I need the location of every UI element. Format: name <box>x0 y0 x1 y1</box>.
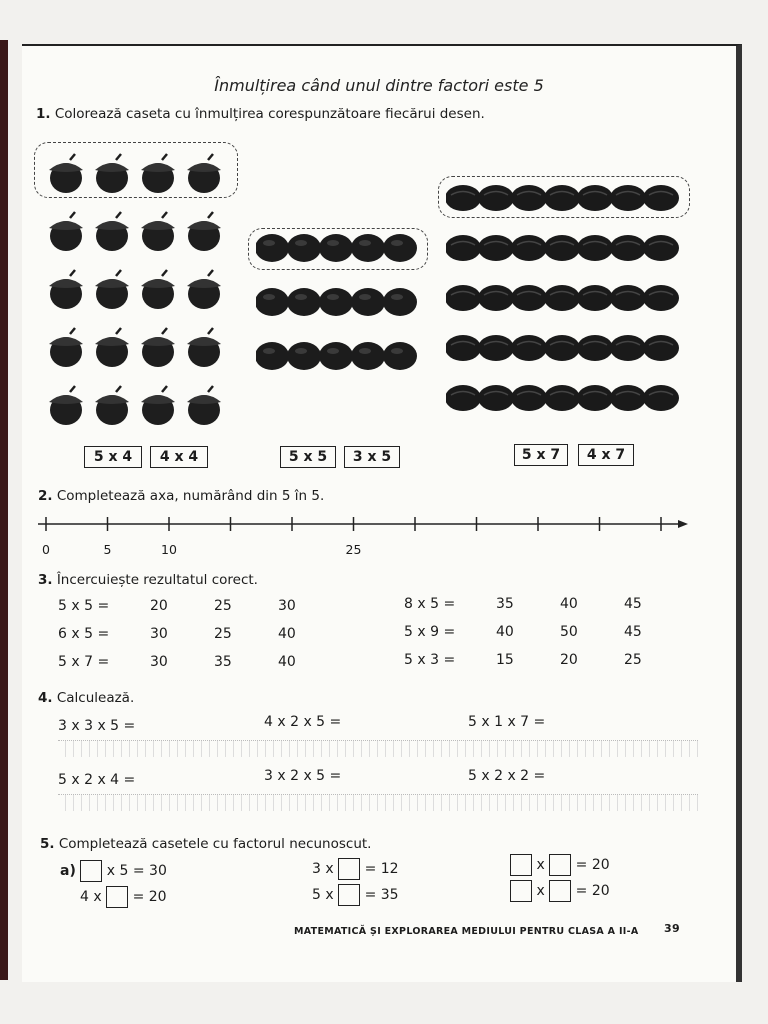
exercise-4-instruction <box>38 690 134 706</box>
ex3-right-row <box>404 652 678 668</box>
nut-icon <box>351 288 385 316</box>
page-number: 39 <box>664 922 680 935</box>
seed-icon <box>511 385 547 411</box>
seed-icon <box>610 285 646 311</box>
ex3-answer-option[interactable]: 30 <box>150 626 168 642</box>
ex5-item-c1 <box>510 854 610 876</box>
nut-icon <box>287 288 321 316</box>
ex4-answer-line-2[interactable] <box>58 794 698 811</box>
ex5-c2-post: = 20 <box>575 883 610 899</box>
nut-icon <box>351 234 385 262</box>
exercise-1-instruction <box>36 106 485 122</box>
ex3-answer-option[interactable]: 35 <box>496 596 514 612</box>
ex3-answer-option[interactable]: 40 <box>278 654 296 670</box>
ex3-expression: 6 x 5 = <box>58 626 110 642</box>
footer-book-title: MATEMATICĂ ȘI EXPLORAREA MEDIULUI PENTRU CLASA A II-A <box>294 926 639 937</box>
seed-icon <box>478 185 514 211</box>
seed-icon <box>446 335 481 361</box>
exercise-1-text: Colorează caseta cu înmulțirea corespunzătoare fiecărui desen. <box>54 106 485 122</box>
seed-icon <box>446 385 481 411</box>
ex3-answer-option[interactable]: 30 <box>278 598 296 614</box>
group-3-seed-grid <box>446 180 690 420</box>
seed-icon <box>511 285 547 311</box>
ex4-row2-expr1: 5 x 2 x 4 = <box>58 772 136 788</box>
exercise-3-text: Încercuiește rezultatul corect. <box>56 572 258 588</box>
exercise-5-instruction <box>40 836 371 852</box>
seed-icon <box>610 185 646 211</box>
ex5-b1-blank[interactable] <box>338 858 360 880</box>
seed-icon <box>544 235 580 261</box>
seed-icon <box>478 385 514 411</box>
number-line-labels <box>32 542 692 560</box>
exercise-2-text: Completează axa, numărând din 5 în 5. <box>56 488 325 504</box>
ex5-item-b1 <box>312 858 399 880</box>
acorn-icon <box>95 270 129 309</box>
ex5-c1-post: = 20 <box>575 857 610 873</box>
ex3-answer-option[interactable]: 15 <box>496 652 514 668</box>
acorn-icon <box>141 212 175 251</box>
number-line-label: 0 <box>42 542 50 557</box>
seed-icon <box>577 285 613 311</box>
ex3-answer-option[interactable]: 20 <box>560 652 578 668</box>
ex5-a1-blank[interactable] <box>80 860 102 882</box>
acorn-icon <box>95 212 129 251</box>
seed-icon <box>478 235 514 261</box>
nut-icon <box>319 288 353 316</box>
ex5-c2-mid: x <box>536 883 545 899</box>
nut-icon <box>319 234 353 262</box>
ex4-row1-expr1: 3 x 3 x 5 = <box>58 718 136 734</box>
ex5-item-c2 <box>510 880 610 902</box>
ex3-expression: 5 x 9 = <box>404 624 456 640</box>
seed-icon <box>577 185 613 211</box>
ex3-answer-option[interactable]: 40 <box>278 626 296 642</box>
seed-icon <box>511 185 547 211</box>
seed-icon <box>478 285 514 311</box>
ex5-item-a1 <box>60 860 167 882</box>
group-3-option-1[interactable]: 5 x 7 <box>514 444 568 466</box>
seed-icon <box>610 235 646 261</box>
exercise-3-number: 3. <box>38 572 53 588</box>
acorn-icon <box>49 212 83 251</box>
ex5-a2-pre: 4 x <box>80 889 102 905</box>
ex5-item-a2 <box>80 886 167 908</box>
number-line-label: 5 <box>103 542 112 557</box>
seed-icon <box>544 285 580 311</box>
seed-icon <box>643 235 679 261</box>
ex5-b1-post: = 12 <box>364 861 399 877</box>
ex3-answer-option[interactable]: 45 <box>624 596 642 612</box>
ex4-row2-expr3: 5 x 2 x 2 = <box>468 768 546 784</box>
ex5-c2-blank-1[interactable] <box>510 880 532 902</box>
acorn-icon <box>49 154 83 193</box>
seed-icon <box>446 185 481 211</box>
group-2-nut-grid <box>256 230 426 370</box>
seed-icon <box>446 235 481 261</box>
nut-icon <box>287 342 321 370</box>
ex5-item-b2 <box>312 884 399 906</box>
ex3-answer-option[interactable]: 25 <box>214 598 232 614</box>
exercise-2-instruction <box>38 488 324 504</box>
acorn-icon <box>141 270 175 309</box>
exercise-1-number: 1. <box>36 106 51 122</box>
seed-icon <box>643 385 679 411</box>
seed-icon <box>511 235 547 261</box>
seed-icon <box>577 235 613 261</box>
acorn-icon <box>187 270 221 309</box>
ex3-answer-option[interactable]: 40 <box>560 596 578 612</box>
ex5-b2-post: = 35 <box>364 887 399 903</box>
seed-icon <box>610 335 646 361</box>
ex4-row2-expr2: 3 x 2 x 5 = <box>264 768 342 784</box>
nut-icon <box>287 234 321 262</box>
group-3-option-2[interactable]: 4 x 7 <box>578 444 634 466</box>
ex3-right-row <box>404 596 678 612</box>
seed-icon <box>544 335 580 361</box>
group-1-option-2[interactable]: 4 x 4 <box>150 446 208 468</box>
nut-icon <box>256 342 289 370</box>
seed-icon <box>511 335 547 361</box>
ex5-c1-blank-1[interactable] <box>510 854 532 876</box>
nut-icon <box>256 288 289 316</box>
acorn-icon <box>95 154 129 193</box>
exercise-5-text: Completează casetele cu factorul necunoscut. <box>58 836 372 852</box>
ex3-answer-option[interactable]: 25 <box>214 626 232 642</box>
ex5-b2-blank[interactable] <box>338 884 360 906</box>
seed-icon <box>544 185 580 211</box>
acorn-icon <box>49 270 83 309</box>
number-line-label: 10 <box>161 542 177 557</box>
page-title: Înmulțirea când unul dintre factori este 5 <box>214 76 544 95</box>
seed-icon <box>446 285 481 311</box>
group-2-option-1[interactable]: 5 x 5 <box>280 446 336 468</box>
ex5-a1-text: x 5 = 30 <box>106 863 167 879</box>
page-edge <box>0 40 8 980</box>
acorn-icon <box>141 154 175 193</box>
ex4-row1-expr3: 5 x 1 x 7 = <box>468 714 546 730</box>
number-line-label: 25 <box>345 542 362 557</box>
ex3-right-row <box>404 624 678 640</box>
ex4-answer-line-1[interactable] <box>58 740 698 757</box>
acorn-icon <box>141 328 175 367</box>
ex3-answer-option[interactable]: 35 <box>214 654 232 670</box>
ex3-answer-option[interactable]: 45 <box>624 624 642 640</box>
acorn-icon <box>187 212 221 251</box>
seed-icon <box>610 385 646 411</box>
ex5-b1-pre: 3 x <box>312 861 334 877</box>
acorn-icon <box>141 386 175 425</box>
number-line <box>32 512 692 538</box>
exercise-2-number: 2. <box>38 488 53 504</box>
ex3-expression: 5 x 3 = <box>404 652 456 668</box>
ex3-answer-option[interactable]: 30 <box>150 654 168 670</box>
ex5-a-label: a) <box>60 863 76 879</box>
seed-icon <box>643 185 679 211</box>
nut-icon <box>351 342 385 370</box>
seed-icon <box>577 385 613 411</box>
ex5-b2-pre: 5 x <box>312 887 334 903</box>
ex3-left-row <box>58 654 332 670</box>
exercise-4-number: 4. <box>38 690 53 706</box>
ex3-expression: 8 x 5 = <box>404 596 456 612</box>
acorn-icon <box>95 386 129 425</box>
ex3-left-row <box>58 598 332 614</box>
arrow-right-icon <box>678 520 688 528</box>
acorn-icon <box>187 154 221 193</box>
ex3-expression: 5 x 7 = <box>58 654 110 670</box>
ex5-c1-blank-2[interactable] <box>549 854 571 876</box>
acorn-icon <box>49 328 83 367</box>
nut-icon <box>383 234 417 262</box>
ex5-a2-post: = 20 <box>132 889 167 905</box>
ex5-c1-mid: x <box>536 857 545 873</box>
seed-icon <box>544 385 580 411</box>
ex3-answer-option[interactable]: 20 <box>150 598 168 614</box>
acorn-icon <box>95 328 129 367</box>
seed-icon <box>478 335 514 361</box>
group-1-option-1[interactable]: 5 x 4 <box>84 446 142 468</box>
acorn-icon <box>187 386 221 425</box>
nut-icon <box>256 234 289 262</box>
nut-icon <box>383 342 417 370</box>
seed-icon <box>643 285 679 311</box>
group-1-acorn-grid <box>48 144 248 434</box>
exercise-4-text: Calculează. <box>56 690 135 706</box>
ex3-expression: 5 x 5 = <box>58 598 110 614</box>
ex5-c2-blank-2[interactable] <box>549 880 571 902</box>
ex3-answer-option[interactable]: 40 <box>496 624 514 640</box>
ex4-row1-expr2: 4 x 2 x 5 = <box>264 714 342 730</box>
acorn-icon <box>49 386 83 425</box>
acorn-icon <box>187 328 221 367</box>
nut-icon <box>383 288 417 316</box>
ex5-a2-blank[interactable] <box>106 886 128 908</box>
ex3-answer-option[interactable]: 25 <box>624 652 642 668</box>
seed-icon <box>643 335 679 361</box>
worksheet-page <box>22 44 742 982</box>
ex3-answer-option[interactable]: 50 <box>560 624 578 640</box>
seed-icon <box>577 335 613 361</box>
group-2-option-2[interactable]: 3 x 5 <box>344 446 400 468</box>
nut-icon <box>319 342 353 370</box>
exercise-3-instruction <box>38 572 258 588</box>
exercise-5-number: 5. <box>40 836 55 852</box>
ex3-left-row <box>58 626 332 642</box>
